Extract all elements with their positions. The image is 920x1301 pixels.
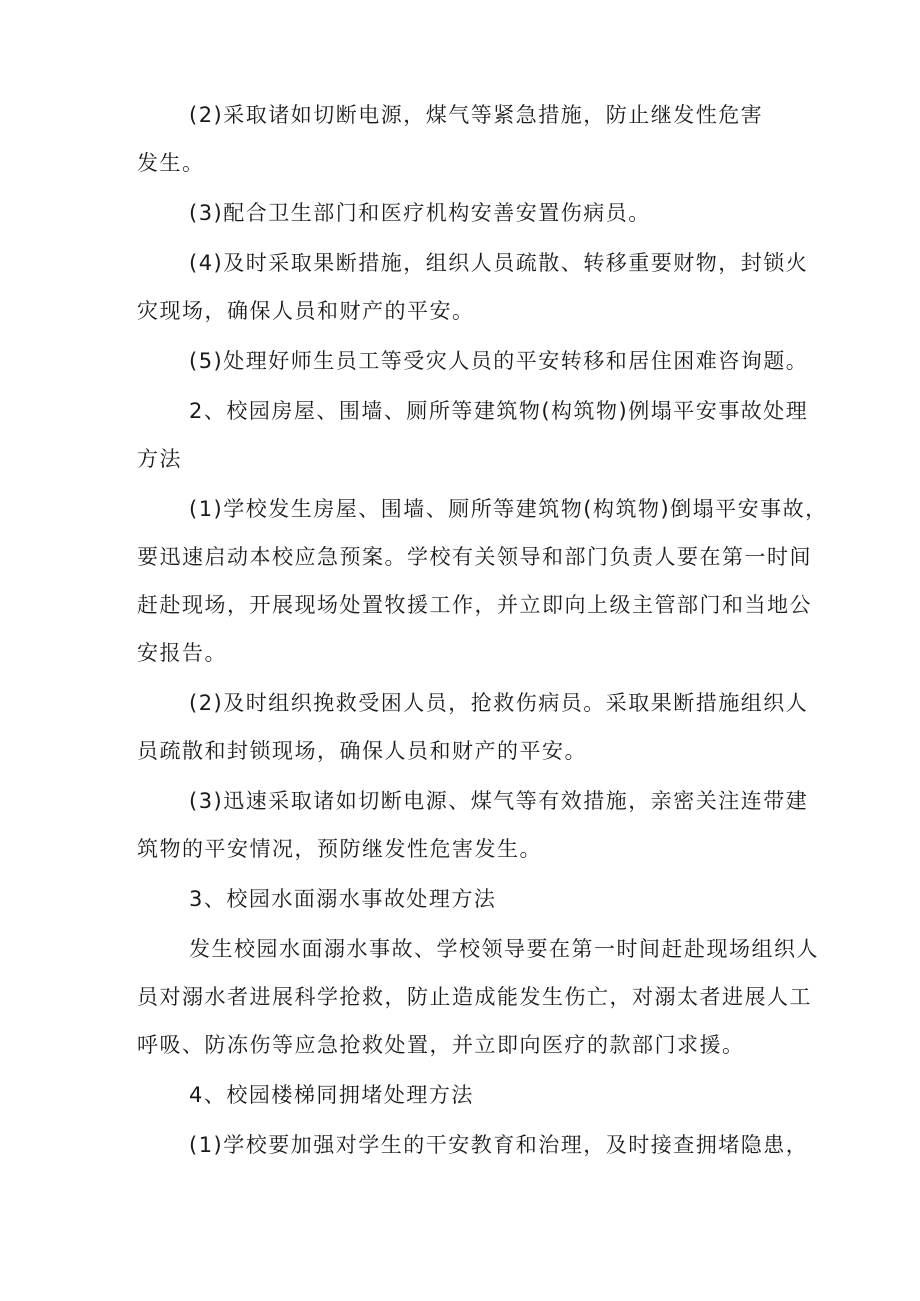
paragraph-line: (3)迅速采取诸如切断电源、煤气等有效措施，亲密关注连带建: [189, 789, 809, 813]
section-heading: 2、校园房屋、围墙、厕所等建筑物(构筑物)例塌平安事故处理: [189, 399, 809, 423]
paragraph-line: 呼吸、防冻伤等应急抢救处置，并立即向医疗的款部门求援。: [137, 1033, 745, 1057]
section-heading-cont: 方法: [137, 447, 182, 471]
paragraph-line: 安报告。: [137, 641, 227, 665]
paragraph-line: (5)处理好师生员工等受灾人员的平安转移和居住困难咨询题。: [189, 349, 809, 373]
paragraph-line: (3)配合卫生部门和医疗机构安善安置伤病员。: [189, 201, 651, 225]
paragraph-line: 员疏散和封锁现场，确保人员和财产的平安。: [137, 739, 587, 763]
paragraph-line: 筑物的平安情况，预防继发性危害发生。: [137, 837, 542, 861]
paragraph-line: (1)学校发生房屋、围墙、厕所等建筑物(构筑物)倒塌平安事故，: [189, 497, 828, 521]
paragraph-line: (1)学校要加强对学生的干安教育和治理，及时接查拥堵隐患，: [189, 1133, 809, 1157]
paragraph-line: 灾现场，确保人员和财产的平安。: [137, 299, 475, 323]
paragraph-line: 赶赴现场，开展现场处置牧援工作，并立即向上级主管部门和当地公: [137, 593, 812, 617]
paragraph-line: (4)及时采取果断措施，组织人员疏散、转移重要财物，封锁火: [189, 251, 809, 275]
paragraph-line: 要迅速启动本校应急预案。学校有关领导和部门负责人要在第一时间: [137, 545, 812, 569]
section-heading: 3、校园水面溺水事故处理方法: [189, 887, 497, 911]
paragraph-line: (2)及时组织挽救受困人员，抢救伤病员。采取果断措施组织人: [189, 691, 809, 715]
paragraph-line: 发生。: [137, 151, 205, 175]
paragraph-line: 员对溺水者进展科学抢救，防止造成能发生伤亡，对溺太者进展人工: [137, 985, 812, 1009]
paragraph-line: 发生校园水面溺水事故、学校领导要在第一时间赶赴现场组织人: [189, 937, 819, 961]
section-heading: 4、校园楼梯同拥堵处理方法: [189, 1083, 474, 1107]
paragraph-line: (2)采取诸如切断电源，煤气等紧急措施，防止继发性危害: [189, 103, 764, 127]
